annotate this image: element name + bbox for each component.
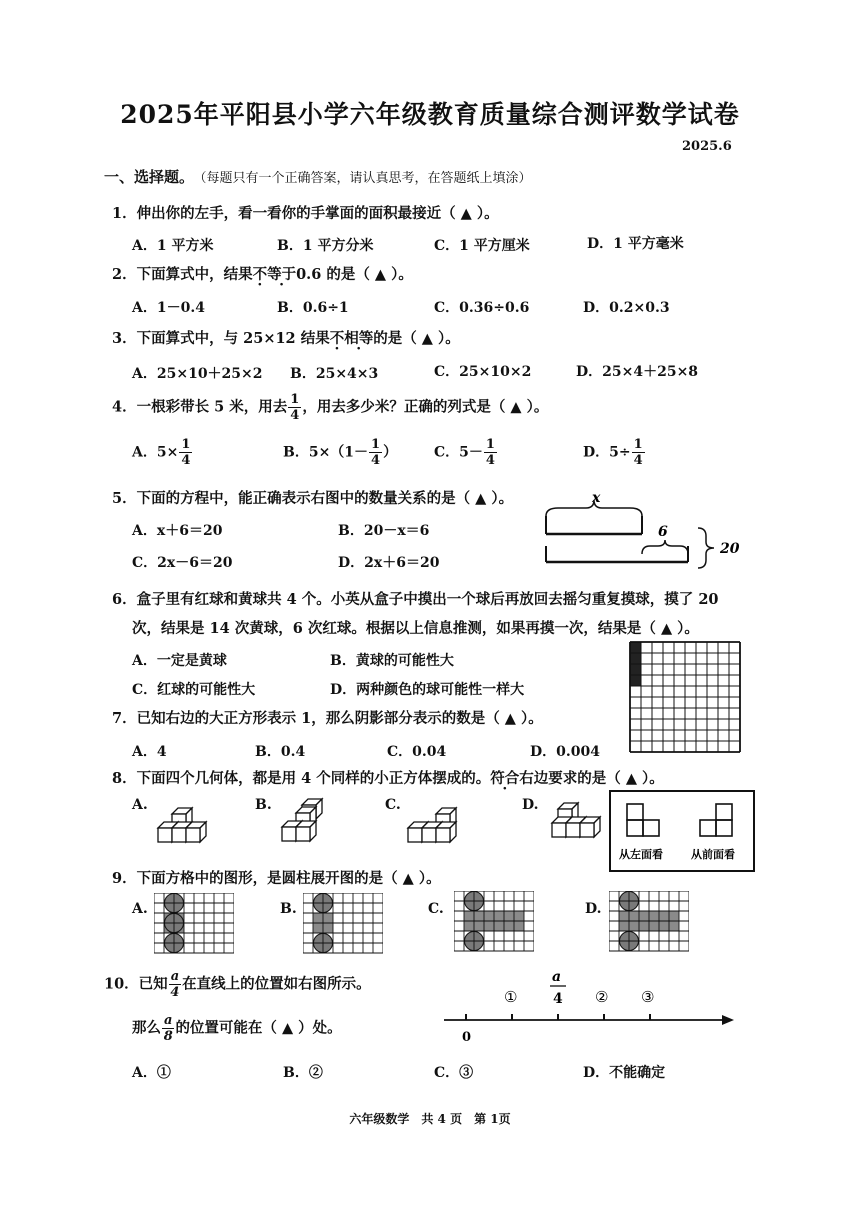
q4-a-text: A．5× xyxy=(132,444,179,461)
q1-option-b: B．1 平方分米 xyxy=(277,238,374,254)
q7-hundred-grid xyxy=(628,640,742,754)
frac-den: 4 xyxy=(170,985,180,1000)
q7-option-a: A．4 xyxy=(132,744,167,760)
q3-stem-emph2: 相等 xyxy=(344,330,374,347)
frac-den: 4 xyxy=(371,453,381,468)
q8-stem-pre: 8．下面四个几何体，都是用 4 个同样的小正方体摆成的。 xyxy=(112,770,491,787)
q8-view-front-label: 从前面看 xyxy=(691,848,735,861)
frac-num: 1 xyxy=(633,437,643,452)
q4-c-text: C．5－ xyxy=(434,444,483,461)
q8-option-a: A. xyxy=(132,797,148,813)
frac-num: 1 xyxy=(371,437,381,452)
exam-date: 2025.6 xyxy=(682,139,732,154)
q10-option-b: B．② xyxy=(283,1065,323,1081)
q9-option-c: C. xyxy=(428,901,444,917)
q2-option-a: A．1－0.4 xyxy=(132,300,205,316)
q9-net-b xyxy=(303,893,383,957)
q4-a-fraction xyxy=(179,438,192,467)
q8-option-d: D. xyxy=(522,797,539,813)
q4-b-fraction xyxy=(369,438,382,467)
q2-option-c: C．0.36÷0.6 xyxy=(434,300,530,316)
q2-stem-emph2: 等于 xyxy=(267,266,297,283)
section-title: 一、选择题。 xyxy=(104,168,195,186)
q4-stem-pre: 4．一根彩带长 5 米，用去 xyxy=(112,398,288,416)
page-footer: 六年级数学 共 4 页 第 1页 xyxy=(349,1112,511,1126)
q10-option-a: A．① xyxy=(132,1065,171,1081)
q4-option-d xyxy=(583,438,646,467)
q3-option-b: B．25×4×3 xyxy=(290,366,379,382)
q8-option-c: C. xyxy=(385,797,401,813)
frac-num: a xyxy=(170,969,180,984)
q3-stem-post: 的是（ ▲ ）。 xyxy=(373,330,460,347)
q8-solid-d xyxy=(546,795,606,845)
question-2 xyxy=(112,263,413,284)
frac-num: a xyxy=(164,1013,173,1028)
q8-view-box xyxy=(609,790,755,872)
q9-option-d: D. xyxy=(585,901,602,917)
q5-label-x: x xyxy=(592,490,601,506)
section-note: （每题只有一个正确答案，请认真思考，在答题纸上填涂） xyxy=(200,171,532,186)
q5-option-a: A．x＋6＝20 xyxy=(132,523,223,539)
frac-num: 1 xyxy=(485,437,495,452)
frac-num: 1 xyxy=(181,437,191,452)
q10-marker-frac-num: a xyxy=(552,969,562,985)
question-1: 1．伸出你的左手，看一看你的手掌面的面积最接近（ ▲ ）。 xyxy=(112,205,499,222)
shaded-cell xyxy=(630,653,641,664)
q5-label-6: 6 xyxy=(658,524,668,540)
q8-solid-c xyxy=(402,800,472,845)
q10-marker-frac-den: 4 xyxy=(553,991,563,1007)
q4-option-b xyxy=(283,438,397,467)
question-6-line-2: 次，结果是 14 次黄球，6 次红球。根据以上信息推测，如果再摸一次，结果是（ ▲ ）。 xyxy=(132,620,699,637)
q2-stem-emph1: 不 xyxy=(252,266,268,283)
q9-option-a: A. xyxy=(132,901,148,917)
question-10-line-1 xyxy=(104,970,371,999)
q3-option-d: D．25×4＋25×8 xyxy=(576,364,699,380)
q8-view-left-label: 从左面看 xyxy=(619,848,663,861)
frac-den: 4 xyxy=(290,408,300,423)
q10-stem-fraction xyxy=(169,970,181,999)
q10-line2-fraction xyxy=(162,1014,174,1043)
question-5: 5．下面的方程中，能正确表示右图中的数量关系的是（ ▲ ）。 xyxy=(112,490,514,507)
q2-stem-pre: 2．下面算式中，结果 xyxy=(112,266,253,283)
q4-c-fraction xyxy=(484,438,497,467)
question-9: 9．下面方格中的图形，是圆柱展开图的是（ ▲ ）。 xyxy=(112,870,441,887)
q4-option-c xyxy=(434,438,498,467)
q3-stem-pre: 3．下面算式中，与 25×12 结果 xyxy=(112,330,330,347)
q10-marker-1: ① xyxy=(504,988,518,1006)
q8-stem-post: 右边要求的是（ ▲ ）。 xyxy=(519,770,664,787)
q4-d-text: D．5÷ xyxy=(583,444,631,461)
q10-option-c: C．③ xyxy=(434,1065,474,1081)
question-7: 7．已知右边的大正方形表示 1，那么阴影部分表示的数是（ ▲ ）。 xyxy=(112,710,543,727)
q4-stem-post: ，用去多少米？正确的列式是（ ▲ ）。 xyxy=(302,398,549,416)
q1-option-c: C．1 平方厘米 xyxy=(434,238,530,254)
q7-option-d: D．0.004 xyxy=(530,744,600,760)
q6-option-a: A．一定是黄球 xyxy=(132,653,227,669)
q3-option-c: C．25×10×2 xyxy=(434,364,532,380)
q10-line2-pre: 那么 xyxy=(132,1019,161,1037)
exam-title: 2025年平阳县小学六年级教育质量综合测评数学试卷 xyxy=(120,100,740,129)
q10-number-line xyxy=(440,965,740,1047)
question-6-line-1: 6．盒子里有红球和黄球共 4 个。小英从盒子中摸出一个球后再放回去摇匀重复摸球，摸了 20 xyxy=(112,591,719,608)
q3-option-a: A．25×10＋25×2 xyxy=(132,366,263,382)
q4-d-fraction xyxy=(632,438,645,467)
q9-net-c xyxy=(454,891,534,955)
q5-option-d: D．2x＋6＝20 xyxy=(338,555,440,571)
q9-net-d xyxy=(609,891,689,955)
q3-stem-emph1: 不 xyxy=(329,330,345,347)
q4-b-close: ） xyxy=(383,444,398,461)
q7-option-c: C．0.04 xyxy=(387,744,447,760)
q5-label-20: 20 xyxy=(720,541,740,557)
question-3 xyxy=(112,327,460,348)
q7-option-b: B．0.4 xyxy=(255,744,306,760)
frac-den: 8 xyxy=(163,1029,173,1044)
q8-option-b: B. xyxy=(255,797,272,813)
shaded-cell xyxy=(630,642,641,653)
question-10-line-2 xyxy=(132,1014,342,1043)
shaded-cell xyxy=(630,664,641,675)
section-heading xyxy=(104,166,532,187)
q2-option-b: B．0.6÷1 xyxy=(277,300,349,316)
question-4 xyxy=(112,393,548,422)
q1-option-d: D．1 平方毫米 xyxy=(587,236,684,252)
q9-option-b: B. xyxy=(280,901,297,917)
q10-stem-pre: 10．已知 xyxy=(104,975,168,993)
q6-option-d: D．两种颜色的球可能性一样大 xyxy=(330,682,525,698)
frac-den: 4 xyxy=(485,453,495,468)
q4-b-text: B．5×（1－ xyxy=(283,444,369,461)
question-8 xyxy=(112,767,664,788)
q1-option-a: A．1 平方米 xyxy=(132,238,214,254)
q4-stem-fraction xyxy=(288,393,301,422)
q10-stem-post: 在直线上的位置如右图所示。 xyxy=(182,975,371,993)
q6-option-b: B．黄球的可能性大 xyxy=(330,653,454,669)
frac-num: 1 xyxy=(290,392,300,407)
q10-option-d: D．不能确定 xyxy=(583,1065,666,1081)
q2-option-d: D．0.2×0.3 xyxy=(583,300,670,316)
q5-option-c: C．2x－6＝20 xyxy=(132,555,233,571)
q4-option-a xyxy=(132,438,193,467)
q6-option-c: C．红球的可能性大 xyxy=(132,682,256,698)
q8-solid-a xyxy=(150,800,210,845)
q10-marker-3: ③ xyxy=(641,988,655,1006)
q8-stem-emph: 符合 xyxy=(490,770,520,787)
q10-marker-2: ② xyxy=(595,988,609,1006)
frac-den: 4 xyxy=(633,453,643,468)
q5-option-b: B．20－x＝6 xyxy=(338,523,430,539)
q2-stem-post: 0.6 的是（ ▲ ）。 xyxy=(296,266,413,283)
frac-den: 4 xyxy=(181,453,191,468)
q8-solid-b xyxy=(274,795,334,845)
q9-net-a xyxy=(154,893,234,957)
q5-bar-diagram xyxy=(538,486,748,570)
q10-line2-post: 的位置可能在（ ▲ ）处。 xyxy=(175,1019,342,1037)
q10-zero-label: 0 xyxy=(462,1030,472,1045)
shaded-cell xyxy=(630,675,641,686)
